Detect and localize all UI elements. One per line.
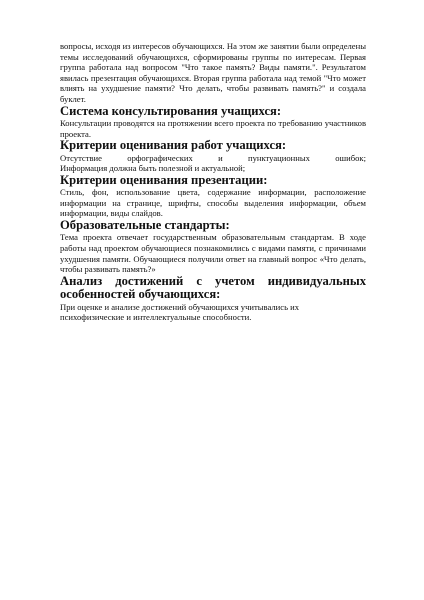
work-criteria-item-2: Информация должна быть полезной и актуальной; bbox=[60, 163, 246, 174]
section-body-analysis-line1: При оценке и анализе достижений обучающихся учитывались их bbox=[60, 301, 300, 312]
intro-paragraph: вопросы, исходя из интересов обучающихся. На этом же занятии были определены темы исследований обучающихся, сформированы группы по интересам. Первая группа работала над вопросом "Что такое память? Виды памяти.". Результатом явилась презентация обучающихся. Вторая группа работала над темой "Что может влиять на ухудшение памяти? Что делать, чтобы развивать память?" и создала буклет. bbox=[60, 41, 366, 104]
section-heading-analysis-line2: особенностей обучающихся: bbox=[60, 287, 221, 302]
section-heading-consulting: Система консультирования учащихся: bbox=[60, 103, 282, 118]
work-criteria-item-1: Отсутствие орфографических и пунктуационных ошибок; bbox=[60, 152, 366, 163]
page-content bbox=[60, 41, 366, 323]
section-body-consulting: Консультации проводятся на протяжении всего проекта по требованию участников проекта. bbox=[60, 117, 366, 139]
section-heading-presentation-criteria: Критерии оценивания презентации: bbox=[60, 172, 268, 187]
section-heading-standards: Образовательные стандарты: bbox=[60, 217, 230, 232]
section-heading-analysis-line1: Анализ достижений с учетом индивидуальных bbox=[60, 273, 366, 288]
section-body-analysis-line2: психофизические и интеллектуальные способности. bbox=[60, 312, 252, 323]
section-heading-work-criteria: Критерии оценивания работ учащихся: bbox=[60, 138, 287, 153]
section-body-presentation-criteria: Стиль, фон, использование цвета, содержание информации, расположение информации на странице, шрифты, способы выделения информации, объем информации, виды слайдов. bbox=[60, 187, 366, 219]
section-body-standards: Тема проекта отвечает государственным образовательным стандартам. В ходе работы над проектом обучающиеся познакомились с видами памяти, с причинами ухудшения памяти. Обучающиеся получили ответ на главный вопрос «Что делать, чтобы развивать память?» bbox=[60, 232, 366, 275]
